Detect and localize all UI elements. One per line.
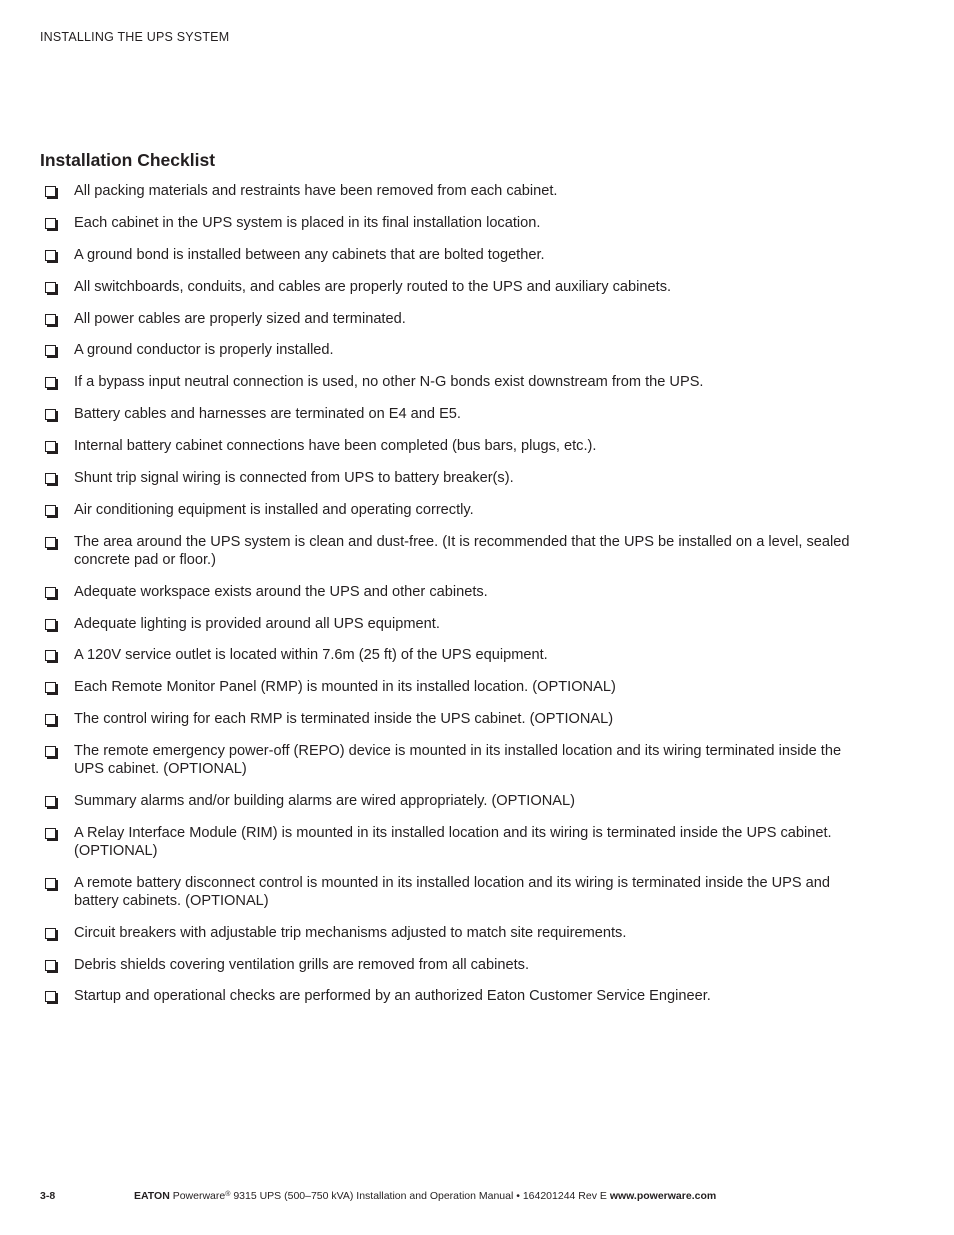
checklist-item-text: If a bypass input neutral connection is used, no other N-G bonds exist downstream from the UPS. <box>74 374 704 391</box>
checkbox-icon[interactable] <box>45 828 56 839</box>
checklist-item <box>44 792 864 810</box>
checklist-item-text: A remote battery disconnect control is mounted in its installed location and its wiring is terminated inside the UPS and battery cabinets. (OPTIONAL) <box>74 874 831 909</box>
checkbox-icon[interactable] <box>45 441 56 452</box>
checklist-item-text: Summary alarms and/or building alarms are wired appropriately. (OPTIONAL) <box>74 793 575 810</box>
checklist-item-text: Debris shields covering ventilation grills are removed from all cabinets. <box>74 956 530 973</box>
checkbox-icon[interactable] <box>45 473 56 484</box>
checkbox-icon[interactable] <box>45 650 56 661</box>
checklist-item <box>44 373 864 391</box>
footer-text <box>134 1190 716 1202</box>
installation-checklist <box>44 182 864 1019</box>
checklist-item <box>44 533 864 569</box>
checklist-item-text: Air conditioning equipment is installed and operating correctly. <box>74 501 474 518</box>
checklist-item <box>44 437 864 455</box>
checklist-item <box>44 583 864 601</box>
brand-name: EATON <box>134 1190 170 1202</box>
checklist-item <box>44 310 864 328</box>
checklist-item <box>44 956 864 974</box>
checklist-item <box>44 615 864 633</box>
checklist-item <box>44 278 864 296</box>
checklist-item <box>44 405 864 423</box>
checklist-item <box>44 501 864 519</box>
checkbox-icon[interactable] <box>45 250 56 261</box>
checklist-item <box>44 742 864 778</box>
checkbox-icon[interactable] <box>45 960 56 971</box>
checklist-item-text: Each cabinet in the UPS system is placed in its final installation location. <box>74 214 541 231</box>
checklist-item-text: Circuit breakers with adjustable trip mechanisms adjusted to match site requirements. <box>74 924 627 941</box>
checkbox-icon[interactable] <box>45 619 56 630</box>
checklist-item <box>44 214 864 232</box>
manual-title: 9315 UPS (500–750 kVA) Installation and Operation Manual • 164201244 Rev E <box>230 1190 610 1202</box>
section-title: Installation Checklist <box>40 150 216 170</box>
checklist-item-text: A ground bond is installed between any cabinets that are bolted together. <box>74 246 545 263</box>
checklist-item-text: Adequate lighting is provided around all UPS equipment. <box>74 615 440 632</box>
checklist-item-text: All switchboards, conduits, and cables are properly routed to the UPS and auxiliary cabinets. <box>74 278 672 295</box>
registered-mark: ® <box>225 1191 231 1198</box>
checklist-item-text: All packing materials and restraints have been removed from each cabinet. <box>74 183 558 199</box>
checklist-item <box>44 924 864 942</box>
checklist-item-text: Startup and operational checks are performed by an authorized Eaton Customer Service Engineer. <box>74 988 711 1005</box>
checklist-item-text: The control wiring for each RMP is terminated inside the UPS cabinet. (OPTIONAL) <box>74 711 614 728</box>
checkbox-icon[interactable] <box>45 409 56 420</box>
checklist-item-text: Each Remote Monitor Panel (RMP) is mounted in its installed location. (OPTIONAL) <box>74 679 616 696</box>
checkbox-icon[interactable] <box>45 537 56 548</box>
website-link[interactable]: www.powerware.com <box>609 1190 717 1202</box>
checklist-item <box>44 824 864 860</box>
checkbox-icon[interactable] <box>45 186 56 197</box>
checklist-item-text: The area around the UPS system is clean and dust-free. (It is recommended that the UPS be installed on a level, sealed concrete pad or floor.) <box>74 533 850 568</box>
checklist-item <box>44 246 864 264</box>
checkbox-icon[interactable] <box>45 928 56 939</box>
checklist-item <box>44 469 864 487</box>
checklist-item-text: Shunt trip signal wiring is connected from UPS to battery breaker(s). <box>74 470 514 487</box>
checklist-item <box>44 987 864 1005</box>
checkbox-icon[interactable] <box>45 746 56 757</box>
checkbox-icon[interactable] <box>45 878 56 889</box>
checklist-item-text: The remote emergency power-off (REPO) device is mounted in its installed location and its wiring terminated inside the UPS cabinet. (OPTIONAL) <box>74 743 842 778</box>
checklist-item-text: Battery cables and harnesses are terminated on E4 and E5. <box>74 406 461 423</box>
checklist-item <box>44 874 864 910</box>
product-name: Powerware <box>172 1190 226 1202</box>
checkbox-icon[interactable] <box>45 796 56 807</box>
checklist-item-text: A 120V service outlet is located within 7.6m (25 ft) of the UPS equipment. <box>74 647 548 664</box>
checkbox-icon[interactable] <box>45 282 56 293</box>
checkbox-icon[interactable] <box>45 991 56 1002</box>
checklist-item <box>44 710 864 728</box>
checklist-item-text: Adequate workspace exists around the UPS and other cabinets. <box>74 583 488 600</box>
checklist-item-text: All power cables are properly sized and terminated. <box>74 310 406 327</box>
checkbox-icon[interactable] <box>45 714 56 725</box>
checklist-item <box>44 341 864 359</box>
checklist-item-text: Internal battery cabinet connections have been completed (bus bars, plugs, etc.). <box>74 438 597 455</box>
checkbox-icon[interactable] <box>45 377 56 388</box>
checkbox-icon[interactable] <box>45 682 56 693</box>
running-header: INSTALLING THE UPS SYSTEM <box>40 30 230 44</box>
checkbox-icon[interactable] <box>45 345 56 356</box>
checkbox-icon[interactable] <box>45 587 56 598</box>
checkbox-icon[interactable] <box>45 314 56 325</box>
checklist-item <box>44 646 864 664</box>
checklist-item-text: A Relay Interface Module (RIM) is mounted in its installed location and its wiring is terminated inside the UPS cabinet. (OPTIONAL) <box>74 824 832 859</box>
checkbox-icon[interactable] <box>45 218 56 229</box>
checklist-item <box>44 678 864 696</box>
page-number: 3-8 <box>40 1190 56 1202</box>
checklist-item-text: A ground conductor is properly installed. <box>74 342 334 359</box>
checklist-item <box>44 182 864 200</box>
checkbox-icon[interactable] <box>45 505 56 516</box>
